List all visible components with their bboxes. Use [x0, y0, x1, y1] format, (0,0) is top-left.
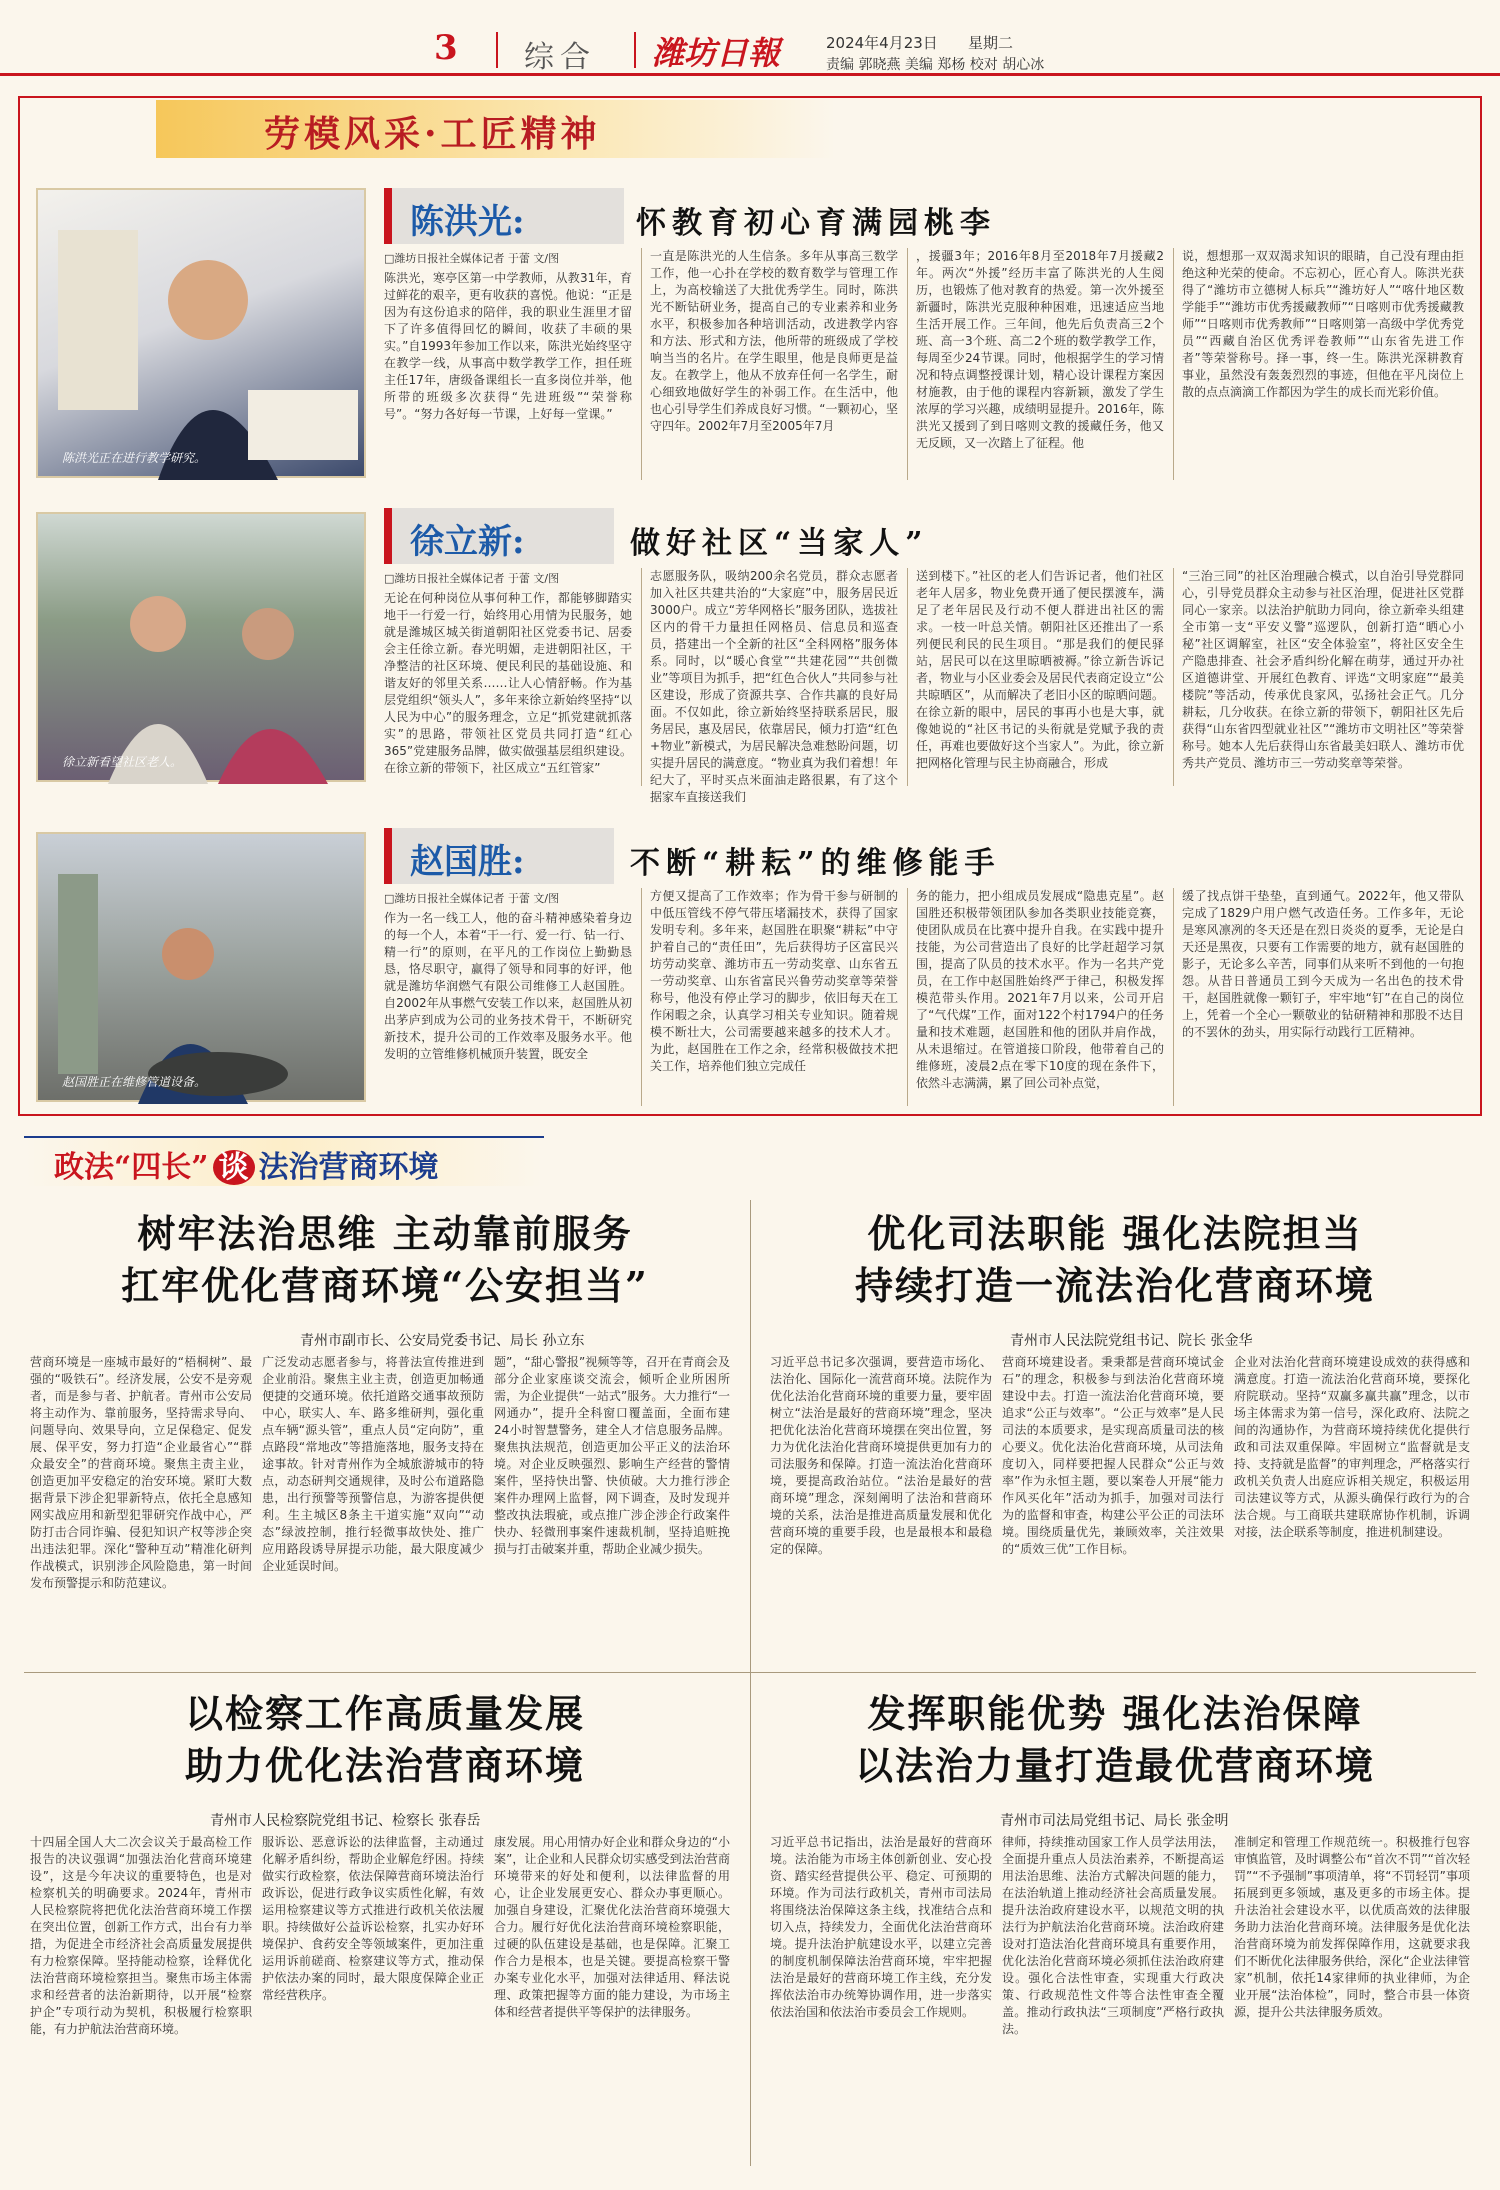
article-column: 康发展。用心用情办好企业和群众身边的“小案”，让企业和人民群众切实感受到法治营商环境带来的好处和便利，以法律监督的用心，让企业发展更安心、群众办事更顺心。加强自身建设，汇聚优化法治营商环境强大合力。履行好优化法治营商环境检察职能，过硬的队伍建设是基础，也是保障。汇聚工作合力是根本，也是关键。要提高检察干警办案专业化水平，加强对法律适用、释法说理、政策把握等方面的能力建设，为市场主体和经营者提供平等保护的法律服务。 [494, 1835, 730, 2019]
profile-name-box [384, 508, 614, 564]
headline-line: 树牢法治思维 主动靠前服务 [137, 1211, 633, 1256]
column-divider [641, 888, 642, 1106]
article-column: 务的能力，把小组成员发展成“隐患克星”。赵国胜还积极带领团队参加各类职业技能竞赛，使团队成员在比赛中提升自我。在实践中提升技能，为公司营造出了良好的比学赶超学习氛围，提高了队员的技术水平。作为一名共产党员，在工作中赵国胜始终严于律己，积极发挥模范带头作用。2021年7月以来，公司开启了“气代煤”工作，面对122个村1794户的任务量和技术难题，赵国胜和他的团队并肩作战，从未退缩过。在管道接口阶段，他带着自己的维修班，凌晨2点在零下10度的现在条件下，依然斗志满满，累了回公司补点觉， [916, 889, 1164, 1090]
column-divider [907, 888, 908, 1106]
headline-line: 助力优化法治营商环境 [184, 1743, 585, 1788]
column-divider [641, 568, 642, 786]
page-number: 3 [434, 28, 458, 68]
paper-logo: 潍坊日報 [652, 34, 781, 72]
article-column: 志愿服务队，吸纳200余名党员，群众志愿者加入社区共建共治的“大家庭”中，服务居民近3000户。成立“芳华网格长”服务团队，选拔社区内的骨干力量担任网格员、信息员和巡查员，搭建出一个全新的社区“全科网格”服务体系。同时，以“暖心食堂”“共建花园”“共创微业”等项目为抓手，把“红色合伙人”共同参与社区建设，形成了资源共享、合作共赢的良好局面。不仅如此，徐立新始终坚持联系居民，服务居民，惠及居民，依靠居民，倾力打造“红色+物业”新模式，为居民解决急难愁盼问题，切实提升居民的满意度。“物业真为我们着想！年纪大了，平时买点米面油走路很累，有了这个据家车直接送我们 [650, 569, 898, 804]
law-banner-title [54, 1142, 439, 1186]
article-column: 律师，持续推动国家工作人员学法用法，全面提升重点人员法治素养，不断提高运用法治思维、法治方式解决问题的能力，在法治轨道上推动经济社会高质量发展。提升法治政府建设水平，以规范文明的执法行为护航法治化营商环境。法治政府建设对打造法治化营商环境具有重要作用，优化法治化营商环境必须抓住法治政府建设。强化合法性审查，实现重大行政决策、行政规范性文件等合法性审查全覆盖。推动行政执法“三项制度”严格行政执法。 [1002, 1835, 1224, 2036]
laomo-banner-title: 劳模风采·工匠精神 [264, 113, 601, 155]
header-divider [496, 32, 498, 68]
worker-illustration [38, 834, 368, 1104]
article-column: 送到楼下。”社区的老人们告诉记者，他们社区老年人居多，物业免费开通了便民摆渡车，满足了老年居民及行动不便人群进出社区的需求。一枝一叶总关情。朝阳社区还推出了一系列便民利民的民生项目。“那是我们的便民驿站，居民可以在这里晾晒被褥。”徐立新告诉记者，物业与小区业委会及居民代表商定设立“公共晾晒区”，从而解决了老旧小区的晾晒问题。在徐立新的眼中，居民的事再小也是大事，就像她说的“社区书记的头衔就是党赋予我的责任，再难也要做好这个当家人”。为此，徐立新把网格化管理与民主协商融合，形成 [916, 569, 1164, 770]
headline-line: 以检察工作高质量发展 [184, 1691, 585, 1736]
laomo-banner [156, 100, 836, 158]
article-column: 缓了找点饼干垫垫，直到通气。2022年，他又带队完成了1829户用户燃气改造任务。工作多年，无论是寒风凛冽的冬天还是在烈日炎炎的夏季，无论是白天还是黑夜，只要有工作需要的地方，就有赵国胜的影子，无论多么辛苦，同事们从来听不到他的一句抱怨。从昔日普通员工到今天成为一名出色的技术骨干，赵国胜就像一颗钉子，牢牢地“钉”在自己的岗位上，凭着一个全心一颗敬业的钻研精神和那股不达目的不罢休的劲头，用实际行动践行工匠精神。 [1182, 889, 1464, 1039]
headline-line: 优化司法职能 强化法院担当 [867, 1211, 1363, 1256]
editor-credits: 责编 郭晓燕 美编 郑杨 校对 胡心冰 [826, 57, 1045, 73]
article-column: 准制定和管理工作规范统一。积极推行包容审慎监管，及时调整公布“首次不罚”“首次轻罚”“不予强制”事项清单，将“不罚轻罚”事项拓展到更多领域，惠及更多的市场主体。提升法治社会建设水平，以优质高效的法律服务助力法治化营商环境。法律服务是优化法治营商环境为前发挥保障作用，这就要求我们不断优化法律服务供给，深化“企业法律管家”机制，依托14家律师的执业律师，为企业开展“法治体检”，同时，整合市县一体资源，提升公共法律服务质效。 [1234, 1835, 1470, 2019]
profile-name: 陈洪光: [410, 202, 525, 242]
article-column: 广泛发动志愿者参与，将普法宣传推进到企业前沿。聚焦主业主责，创造更加畅通便捷的交通环境。依托道路交通事故预防中心，联实人、车、路多维研判，强化重点车辆“源头管”，重点人员“定向防”，重点路段“常地改”等措施落地，服务支持在途事故。针对青州作为全城旅游城市的特点，动态研判交通规律，及时公布道路隐患，出行预警等预警信息，为游客提供便利。生主城区8条主干道实施“双向”“动态”绿波控制，推行轻微事故快处、推广应用路段诱导屏提示功能，最大限度减少企业延误时间。 [262, 1355, 484, 1573]
section-name: 综合 [524, 40, 596, 75]
article-author: 青州市人民法院党组书记、院长 张金华 [1010, 1333, 1253, 1349]
article-column: 十四届全国人大二次会议关于最高检工作报告的决议强调“加强法治化营商环境建设”，这是今年决议的重要特色，也是对检察机关的明确要求。2024年，青州市人民检察院将把优化法治营商环境工作摆在突出位置，创新工作方式，出台有力举措，为促进全市经济社会高质量发展提供有力检察保障。坚持能动检察，诠释优化法治营商环境检察担当。聚焦市场主体需求和经营者的法治新期待，以开展“检察护企”专项行动为契机，积极履行检察职能，有力护航法治营商环境。 [30, 1835, 252, 2036]
article-author: 青州市司法局党组书记、局长 张金明 [1000, 1813, 1229, 1829]
column-divider [641, 248, 642, 480]
profile-photo [36, 832, 366, 1102]
profile-name-box [384, 828, 614, 884]
teacher-illustration [38, 190, 368, 480]
profile-headline: 怀教育初心育满园桃李 [636, 206, 996, 241]
headline-line: 扛牢优化营商环境“公安担当” [121, 1263, 649, 1308]
article-column: 作为一名一线工人，他的奋斗精神感染着身边的每一个人，本着“干一行、爱一行、钻一行、精一行”的原则，在平凡的工作岗位上勤勤恳恳，恪尽职守，赢得了领导和同事的好评，他就是潍坊华润燃气有限公司维修工人赵国胜。自2002年从事燃气安装工作以来，赵国胜从初出茅庐到成为公司的业务技术骨干，不断研究新技术，提升公司的工作效率及服务水平。他发明的立管维修机械顶升装置，既安全 [384, 911, 632, 1061]
profile-name-box [384, 188, 624, 244]
photo-caption: 陈洪光正在进行教学研究。 [62, 451, 207, 465]
profile-headline: 做好社区“当家人” [630, 526, 929, 561]
headline-line: 以法治力量打造最优营商环境 [854, 1743, 1375, 1788]
article-column: 陈洪光，寒亭区第一中学教师，从教31年，育过鲜花的艰辛，更有收获的喜悦。他说：“正是因为有这份追求的陪伴，我的职业生涯里才留下了许多值得回忆的瞬间，收获了丰硕的果实。”自1993年参加工作以来，陈洪光始终坚守在教学一线，从事高中数学教学工作，担任班主任17年，唐级备课组长一直多岗位并举，他所带的班级多次获得“先进班级”“荣誉称号”。“努力各好每一节课，上好每一堂课。” [384, 271, 632, 421]
page-header [0, 0, 1500, 76]
article-column: 服诉讼、恶意诉讼的法律监督，主动通过化解矛盾纠纷，帮助企业解危纾困。持续做实行政检察，依法保障营商环境法治行政诉讼，促进行政争议实质性化解，有效运用检察建议等方式推进行政机关依法履职。持续做好公益诉讼检察，扎实办好环境保护、食药安全等领域案件，更加注重运用诉前磋商、检察建议等方式，推动保护依法办案的同时，最大限度保障企业正常经营秩序。 [262, 1835, 484, 2002]
column-divider [1173, 568, 1174, 786]
law-banner-suffix: 法治营商环境 [258, 1150, 439, 1185]
photo-caption: 赵国胜正在维修管道设备。 [62, 1075, 207, 1089]
issue-weekday: 星期二 [968, 34, 1014, 52]
profile-headline: 不断“耕耘”的维修能手 [630, 846, 1001, 881]
column-divider [1173, 888, 1174, 1106]
issue-date: 2024年4月23日 [826, 34, 938, 52]
profile-name: 赵国胜: [410, 842, 525, 882]
article-column: 说，想想那一双双渴求知识的眼睛，自己没有理由拒绝这种光荣的使命。不忘初心，匠心育人。陈洪光获得了“潍坊市立德树人标兵”“潍坊好人”“喀什地区数学能手”“潍坊市优秀援藏教师”“日喀则市优秀援藏教师”“日喀则市优秀教师”“日喀则第一高级中学优秀党员”“西藏自治区优秀评卷教师”“山东省先进工作者”等荣誉称号。择一事，终一生。陈洪光深耕教育事业，虽然没有轰轰烈烈的事迹，但他在平凡岗位上散的点点滴滴工作都因为学生的成长而光彩价值。 [1182, 249, 1464, 399]
law-banner-prefix: 政法“四长” [54, 1150, 209, 1185]
article-column: 习近平总书记多次强调，要营造市场化、法治化、国际化一流营商环境。法院作为优化法治化营商环境的重要力量，要牢固树立“法治是最好的营商环境”理念，坚决把优化法治化营商环境摆在突出位置，努力为优化法治化营商环境提供更加有力的司法服务和保障。打造一流法治化营商环境，要提高政治站位。“法治是最好的营商环境”理念，深刻阐明了法治和营商环境的关系，法治是推进高质量发展和优化营商环境的重要手段，也是最根本和最稳定的保障。 [770, 1355, 992, 1556]
article-author: 青州市副市长、公安局党委书记、局长 孙立东 [300, 1333, 585, 1349]
column-divider [907, 568, 908, 786]
column-divider [907, 248, 908, 480]
law-article-headline [30, 1688, 740, 1792]
headline-line: 发挥职能优势 强化法治保障 [867, 1691, 1363, 1736]
section-rule [24, 1672, 1476, 1673]
article-column: “三治三同”的社区治理融合模式，以自治引导党群同心，引导党员群众主动参与社区治理，促进社区党群同心一家亲。以法治护航助力同向，徐立新牵头组建全市第一支“平安义警”巡逻队，创新打造“晒心小秘”社区调解室，社区“安全体验室”，将社区安全生产隐患排查、社会矛盾纠纷化解在萌芽，通过开办社区道德讲堂、开展红色教育、评选“文明家庭”“最美楼院”等活动，传承优良家风，弘扬社会正气。几分耕耘，几分收获。在徐立新的带领下，朝阳社区先后获得“山东省四型就业社区”“潍坊市文明社区”等荣誉称号。她本人先后获得山东省最美妇联人、潍坊市优秀共产党员、潍坊市三一劳动奖章等荣誉。 [1182, 569, 1464, 770]
law-banner [24, 1136, 544, 1186]
law-article-headline [760, 1208, 1470, 1312]
photo-caption: 徐立新看望社区老人。 [62, 755, 183, 769]
profile-photo [36, 512, 366, 782]
law-article-headline [760, 1688, 1470, 1792]
community-illustration [38, 514, 368, 784]
profile-byline: □潍坊日报社全媒体记者 于蕾 文/图 [384, 572, 560, 585]
article-column: 方便又提高了工作效率；作为骨干参与研制的中低压管线不停气带压堵漏技术，获得了国家发明专利。多年来，赵国胜在职聚“耕耘”中守护着自己的“责任田”，先后获得坊子区富民兴坊劳动奖章、潍坊市五一劳动奖章、山东省五一劳动奖章、山东省富民兴鲁劳动奖章等荣誉称号，他没有停止学习的脚步，依旧每天在工作闲暇之余，认真学习相关专业知识。随着规模不断壮大，公司需要越来越多的技术人才。为此，赵国胜在工作之余，经常积极做技术把关工作，培养他们独立完成任 [650, 889, 898, 1073]
article-column: 一直是陈洪光的人生信条。多年从事高三数学工作，他一心扑在学校的数育数学与管理工作上，为高校输送了大批优秀学生。同时，陈洪光不断钻研业务，提高自己的专业素养和业务水平，积极参加各种培训活动，改进教学内容和方法、形式和方法，他所带的班级成了学校响当当的名片。在学生眼里，他是良师更是益友。在教学上，他从不放弃任何一名学生，耐心细致地做好学生的补弱工作。在生活中，他也心引导学生们养成良好习惯。“一颗初心，坚守四年。2002年7月至2005年7月 [650, 249, 898, 433]
section-divider [750, 1200, 751, 2166]
article-author: 青州市人民检察院党组书记、检察长 张春岳 [210, 1813, 481, 1829]
article-column: 企业对法治化营商环境建设成效的获得感和满意度。打造一流法治化营商环境，要探化府院联动。坚持“双赢多赢共赢”理念，以市场主体需求为第一信号，深化政府、法院之间的沟通协作，为营商环境持续优化提供行政和司法双重保障。牢固树立“监督就是支持、支持就是监督”的审判理念，严格落实行政机关负责人出庭应诉相关规定，积极运用司法建议等方式，从源头确保行政行为的合法合规。与工商联共建联席协作机制，诉调对接，法企联系等制度，推进机制建设。 [1234, 1355, 1470, 1539]
article-column: 习近平总书记指出，法治是最好的营商环境。法治能为市场主体创新创业、安心投资、踏实经营提供公平、稳定、可预期的环境。作为司法行政机关，青州市司法局将围绕法治保障这条主线，找准结合点和切入点，持续发力，全面优化法治营商环境。提升法治护航建设水平，以建立完善的制度机制保障法治营商环境，牢牢把握法治是最好的营商环境工作主线，充分发挥依法治市办统筹协调作用，进一步落实依法治国和依法治市委员会工作规则。 [770, 1835, 992, 2019]
profile-byline: □潍坊日报社全媒体记者 于蕾 文/图 [384, 252, 560, 265]
profile-byline: □潍坊日报社全媒体记者 于蕾 文/图 [384, 892, 560, 905]
article-column: 营商环境是一座城市最好的“梧桐树”、最强的“吸铁石”。经济发展，公安不是旁观者，而是参与者、护航者。青州市公安局将主动作为、靠前服务，坚持需求导向、问题导向、效果导向，立足保稳定、促发展、保平安，努力打造“企业最省心”“群众最安全”的营商环境。聚焦主责主业，创造更加平安稳定的治安环境。紧盯大数据背景下涉企犯罪新特点，依托全息感知网实战应用和新型犯罪研究作战中心，严防打击合同诈骗、侵犯知识产权等涉企突出违法犯罪。深化“警种互动”精准化研判作战模式，识别涉企风险隐患，第一时间发布预警提示和防范建议。 [30, 1355, 252, 1590]
article-column: 无论在何种岗位从事何种工作，都能够脚踏实地干一行爱一行，始终用心用情为民服务，她就是潍城区城关街道朝阳社区党委书记、居委会主任徐立新。春光明媚，走进朝阳社区，干净整洁的社区环境、便民利民的基础设施、和谐友好的邻里关系……让人心情舒畅。作为基层党组织“领头人”，多年来徐立新始终坚持“以人民为中心”的服务理念，立足“抓党建就抓落实”的思路，带领社区党员共同打造“红心365”党建服务品牌，做实做强基层组织建设。在徐立新的带领下，社区成立“五红管家” [384, 591, 632, 775]
law-banner-mid: 谈 [213, 1150, 255, 1185]
header-divider [634, 32, 636, 68]
profile-name: 徐立新: [410, 522, 525, 562]
article-column: 题”，“甜心警报”视频等等，召开在青商会及部分企业家座谈交流会，倾听企业所困所需，为企业提供“一站式”服务。大力推行“一网通办”，提升全科窗口覆盖面，全面布建24小时智慧警务，建全人才信息服务品牌。聚焦执法规范，创造更加公平正义的法治环境。对企业反映强烈、影响生产经营的警情案件，坚持快出警、快侦破。大力推行涉企案件办理网上监督，网下调查，及时发现并整改执法瑕疵，或点推广涉企涉企行政案件快办、轻微刑事案件速裁机制，坚持追赃挽损与打击破案并重，帮助企业减少损失。 [494, 1355, 730, 1556]
headline-line: 持续打造一流法治化营商环境 [854, 1263, 1375, 1308]
article-column: 营商环境建设者。秉秉都是营商环境试金石”的理念，积极参与到法治化营商环境建设中去。打造一流法治化营商环境，要追求“公正与效率”。“公正与效率”是人民司法的本质要求，是实现高质量司法的核心要义。优化法治化营商环境，从司法角度切入，同样要把握人民群众“公正与效率”作为永恒主题，要以案卷人开展“能力作风买化年”活动为抓手，加强对司法行为的监督和审查，构建公平公正的司法环境。围绕质量优先，兼顾效率，关注效果的“质效三优”工作目标。 [1002, 1355, 1224, 1556]
column-divider [1173, 248, 1174, 480]
law-article-headline [30, 1208, 740, 1312]
article-column: ，援疆3年；2016年8月至2018年7月援藏2年。两次“外援”经历丰富了陈洪光的人生阅历，也锻炼了他对教育的热爱。第一次外援至新疆时，陈洪光克服种种困难，迅速适应当地生活开展工作。三年间，他先后负责高三2个班、高一3个班、高二2个班的数学教学工作，每周至少24节课。同时，他根据学生的学习情况和特点调整授课计划，精心设计课程方案因材施教，由于他的课程内容新颖，激发了学生浓厚的学习兴趣，成绩明显提升。2016年，陈洪光又援到了到日喀则文教的援藏任务，他又无反顾，又一次踏上了征程。他 [916, 249, 1164, 450]
profile-photo [36, 188, 366, 478]
